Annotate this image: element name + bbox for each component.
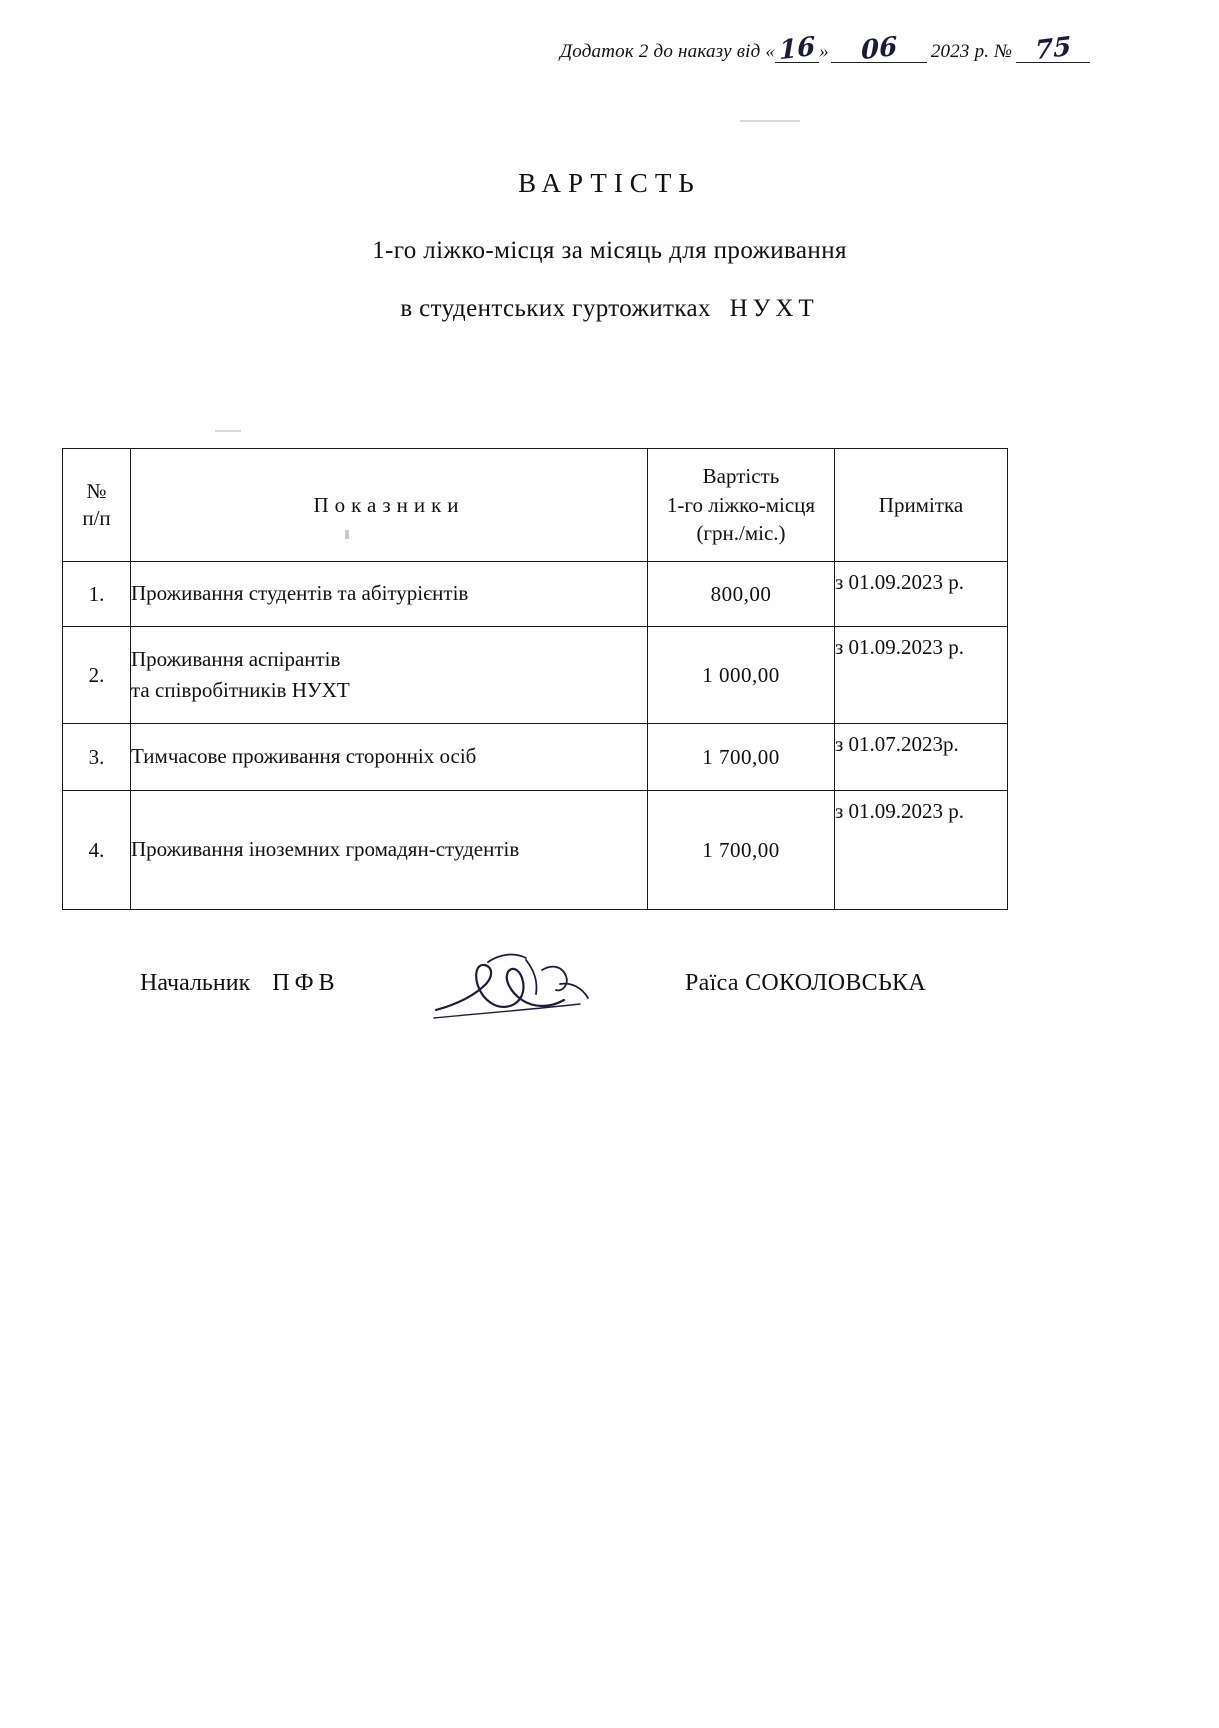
document-subtitle-prefix: в студентських гуртожитках bbox=[400, 295, 711, 322]
column-header-price-line1: Вартість bbox=[702, 464, 780, 489]
row-note: з 01.09.2023 р. bbox=[835, 627, 1008, 724]
scan-artifact bbox=[215, 430, 241, 432]
row-indicator-name: Проживання іноземних громадян-студентів bbox=[131, 791, 648, 910]
appendix-prefix-text: Додаток 2 до наказу від « bbox=[560, 40, 776, 62]
cost-table-body bbox=[63, 562, 1008, 910]
row-number: 1. bbox=[63, 562, 131, 627]
document-title: ВАРТІСТЬ bbox=[518, 168, 701, 198]
row-indicator-name: Тимчасове проживання сторонніх осіб bbox=[131, 724, 648, 791]
column-header-note: Примітка bbox=[835, 449, 1008, 562]
signatory-role bbox=[140, 970, 340, 997]
signatory-department-abbreviation: ПФВ bbox=[272, 970, 340, 996]
appendix-day-blank bbox=[775, 31, 819, 67]
column-header-number-line2: п/п bbox=[82, 506, 111, 530]
column-header-number bbox=[63, 449, 131, 562]
row-note: з 01.07.2023р. bbox=[835, 724, 1008, 791]
handwritten-signature-icon bbox=[430, 948, 620, 1028]
document-subtitle-line-2 bbox=[0, 295, 1219, 323]
cost-table-head bbox=[63, 449, 1008, 562]
appendix-number-blank bbox=[1016, 31, 1090, 67]
appendix-quote-close: » bbox=[819, 40, 829, 62]
appendix-month-blank bbox=[831, 31, 927, 67]
row-number: 4. bbox=[63, 791, 131, 910]
row-price: 1 700,00 bbox=[648, 791, 835, 910]
scan-artifact bbox=[740, 120, 800, 122]
table-header-row bbox=[63, 449, 1008, 562]
appendix-month-handwriting: 06 bbox=[860, 31, 898, 67]
table-row bbox=[63, 791, 1008, 910]
table-row bbox=[63, 562, 1008, 627]
appendix-reference-line bbox=[560, 31, 1160, 67]
signatory-name: Раїса СОКОЛОВСЬКА bbox=[685, 970, 926, 996]
table-row bbox=[63, 627, 1008, 724]
row-price: 800,00 bbox=[648, 562, 835, 627]
row-number: 2. bbox=[63, 627, 131, 724]
row-note: з 01.09.2023 р. bbox=[835, 791, 1008, 910]
row-price: 1 700,00 bbox=[648, 724, 835, 791]
column-header-price-line3: (грн./міс.) bbox=[696, 521, 786, 546]
column-header-price bbox=[648, 449, 835, 562]
column-header-number-line1: № bbox=[86, 478, 107, 503]
title-block bbox=[0, 168, 1219, 323]
column-header-price-line2: 1-го ліжко-місця bbox=[666, 492, 816, 517]
row-indicator-name-line2: та співробітників НУХТ bbox=[131, 678, 350, 702]
university-abbreviation: НУХТ bbox=[729, 295, 819, 322]
table-row bbox=[63, 724, 1008, 791]
document-subtitle-line-1: 1-го ліжко-місця за місяць для проживання bbox=[372, 237, 847, 264]
appendix-year-text: 2023 р. № bbox=[930, 40, 1013, 62]
row-note: з 01.09.2023 р. bbox=[835, 562, 1008, 627]
signatory-role-text: Начальник bbox=[140, 970, 251, 996]
appendix-day-handwriting: 16 bbox=[778, 31, 816, 67]
signature-block bbox=[140, 958, 1080, 1038]
row-indicator-name bbox=[131, 627, 648, 724]
appendix-number-handwriting: 75 bbox=[1034, 31, 1072, 67]
column-header-indicators: Показники bbox=[131, 449, 648, 562]
row-indicator-name-line1: Проживання аспірантів bbox=[131, 646, 341, 671]
cost-table bbox=[62, 448, 1008, 910]
row-indicator-name: Проживання студентів та абітурієнтів bbox=[131, 562, 648, 627]
row-price: 1 000,00 bbox=[648, 627, 835, 724]
cost-table-wrapper bbox=[62, 448, 1007, 910]
row-number: 3. bbox=[63, 724, 131, 791]
